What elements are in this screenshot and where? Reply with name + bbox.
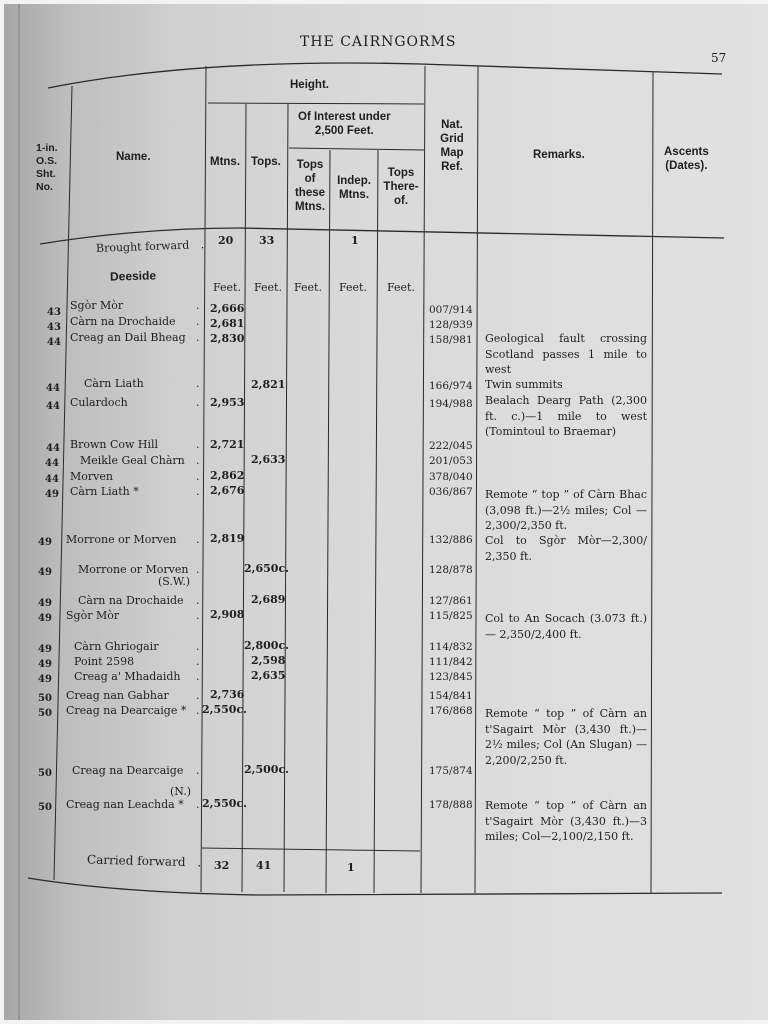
row-grid-ref: 222/045 (429, 440, 473, 452)
carried-forward-tops: 41 (256, 859, 272, 872)
header-line: Grid (440, 133, 464, 145)
row-name (70, 299, 123, 312)
row-leader-dot: . (196, 299, 200, 313)
row-remarks (485, 487, 647, 534)
row-sheet-number: 44 (46, 383, 60, 394)
row-grid-ref: 158/981 (429, 334, 473, 346)
header-line: There- (383, 181, 419, 193)
row-remarks-text: Remote “ top ” of Càrn an t'Sagairt Mòr (3,430 ft.)— 2½ miles; Col (An Slugan) —2,200/2,250 ft. (485, 707, 647, 767)
row-name (72, 764, 183, 777)
row-tops-height: 2,800c. (244, 639, 289, 652)
header-line: these (294, 187, 326, 199)
rule-carried-top (202, 848, 420, 851)
carried-forward-mtns: 32 (214, 859, 230, 872)
row-name (70, 396, 128, 409)
row-sheet-number: 44 (46, 401, 60, 412)
row-name (70, 331, 186, 344)
row-leader-dot: . (196, 377, 200, 391)
row-name (70, 315, 176, 328)
row-name (74, 640, 158, 653)
row-mtns-height: 2,736 (210, 688, 245, 701)
row-remarks (485, 611, 647, 642)
header-line: Tops (387, 167, 415, 179)
row-sheet-number: 43 (47, 322, 61, 333)
row-grid-ref: 201/053 (429, 455, 473, 467)
row-grid-ref: 132/886 (429, 534, 473, 546)
row-name-suffix: (N.) (170, 785, 192, 798)
row-name-text: Creag a' Mhadaidh (74, 670, 181, 683)
row-grid-ref: 127/861 (429, 595, 473, 607)
row-name-text: Morrone or Morven (66, 533, 177, 546)
row-remarks (485, 377, 647, 393)
row-mtns-height: 2,819 (210, 532, 245, 545)
rule-interest-under (289, 148, 424, 150)
row-remarks-text: Twin summits (485, 378, 563, 391)
row-sheet-number: 44 (45, 458, 59, 469)
row-grid-ref: 128/939 (429, 319, 473, 331)
units-indep-mtns: Feet. (339, 281, 367, 294)
row-leader-dot: . (196, 609, 200, 622)
row-sheet-number: 43 (47, 307, 61, 318)
units-tops-thereof: Feet. (387, 281, 415, 294)
header-tops: Tops. (251, 156, 281, 168)
row-leader-dot: . (196, 438, 200, 452)
units-tops: Feet. (254, 281, 282, 294)
row-grid-ref: 175/874 (429, 765, 473, 777)
row-name (74, 670, 181, 683)
row-remarks (485, 798, 647, 845)
row-name-suffix: (S.W.) (158, 575, 191, 588)
row-name-text: Creag nan Leachda * (66, 798, 184, 811)
carried-forward-indep-mtns: 1 (347, 861, 355, 874)
header-height: Height. (290, 79, 329, 91)
row-name-text: Creag na Dearcaige (72, 764, 184, 777)
row-leader-dot: . (196, 485, 200, 498)
header-mtns: Mtns. (210, 156, 241, 168)
row-sheet-number: 49 (38, 537, 52, 548)
row-name-text: Càrn Ghriogair (74, 640, 159, 653)
row-name-text: Sgòr Mòr (66, 609, 120, 622)
row-grid-ref: 123/845 (429, 671, 473, 683)
row-leader-dot: . (196, 704, 200, 717)
row-mtns-height: 2,721 (210, 438, 245, 451)
row-leader-dot: . (196, 330, 200, 344)
row-mtns-height: 2,908 (210, 608, 245, 621)
units-mtns: Feet. (213, 281, 241, 294)
rule-col-topsof (326, 150, 330, 893)
header-line: Mtns. (338, 189, 370, 201)
row-remarks (485, 533, 647, 564)
row-grid-ref: 178/888 (429, 799, 473, 811)
brought-forward-label: Brought forward . (95, 238, 205, 255)
row-leader-dot: . (196, 470, 200, 483)
row-name-text: Creag an Dail Bheag (70, 330, 186, 344)
row-remarks-text: Geological fault crossing Scotland passes 1 mile to west (485, 332, 647, 376)
row-leader-dot: . (196, 655, 200, 668)
header-line: of (304, 173, 316, 185)
row-sheet-number: 49 (38, 659, 52, 670)
row-leader-dot: . (196, 689, 200, 702)
row-grid-ref: 194/988 (429, 398, 473, 410)
row-grid-ref: 128/878 (429, 564, 473, 576)
row-remarks-text: Bealach Dearg Path (2,300 ft. c.)—1 mile to west (Tomintoul to Braemar) (485, 394, 647, 438)
row-tops-height: 2,633 (251, 453, 286, 466)
header-line: Ascents (664, 146, 709, 158)
row-grid-ref: 036/867 (429, 486, 473, 498)
row-sheet-number: 49 (38, 674, 52, 685)
row-sheet-number: 49 (38, 644, 52, 655)
header-sheet-line: No. (36, 181, 53, 193)
row-sheet-number: 49 (38, 567, 52, 578)
row-mtns-height: 2,666 (210, 302, 245, 315)
row-sheet-number: 44 (47, 337, 61, 348)
row-leader-dot: . (196, 764, 200, 777)
row-name (66, 689, 169, 702)
label-text: Brought forward (95, 238, 190, 255)
row-remarks (485, 393, 647, 440)
header-sheet (36, 142, 58, 194)
row-grid-ref: 007/914 (429, 304, 473, 316)
row-sheet-number: 50 (38, 802, 52, 813)
header-line: Indep. (337, 175, 371, 187)
row-grid-ref: 154/841 (429, 690, 473, 702)
row-remarks-text: Remote “ top ” of Càrn Bhac (3,098 ft.)—2½ miles; Col —2,300/2,350 ft. (485, 488, 647, 532)
row-name-text: Meikle Geal Chàrn (80, 454, 185, 467)
row-mtns-height: 2,676 (210, 484, 245, 497)
row-name-text: Culardoch (70, 395, 128, 409)
row-name-text: Càrn Liath (84, 377, 144, 391)
section-title: Deeside (109, 268, 157, 284)
row-tops-height: 2,598 (251, 654, 286, 667)
row-remarks-text: Remote “ top ” of Càrn an t'Sagairt Mòr (3,430 ft.)—3 miles; Col—2,100/2,150 ft. (485, 799, 647, 843)
row-name-text: Morven (70, 470, 113, 483)
row-sheet-number: 44 (46, 443, 60, 454)
header-remarks: Remarks. (533, 149, 585, 161)
carried-forward-label: Carried forward . (86, 852, 202, 870)
row-leader-dot: . (196, 640, 200, 653)
row-tops-height: 2,821 (251, 378, 286, 391)
header-line: (Dates). (665, 160, 708, 172)
row-leader-dot: . (196, 798, 200, 811)
row-leader-dot: . (196, 563, 200, 576)
row-name-text: Càrn na Drochaide (78, 594, 184, 607)
header-tops-thereof (378, 166, 424, 208)
row-mtns-height: 2,681 (210, 317, 245, 330)
row-name-text: Càrn Liath * (70, 485, 139, 498)
row-leader-dot: . (196, 533, 200, 546)
row-sheet-number: 50 (38, 768, 52, 779)
header-sheet-line: O.S. (36, 155, 58, 167)
row-name (66, 609, 119, 622)
row-leader-dot: . (196, 670, 200, 683)
row-name-text: Morrone or Morven (78, 563, 189, 576)
rule-col-remarks (651, 72, 653, 893)
row-sheet-number: 49 (38, 613, 52, 624)
header-line: of. (393, 195, 409, 207)
header-sheet-line: Sht. (36, 168, 56, 180)
row-mtns-height: 2,953 (210, 396, 245, 409)
row-name-text: Point 2598 (74, 655, 135, 668)
header-sheet-line: 1-in. (36, 142, 58, 154)
row-name (66, 533, 176, 546)
row-remarks-text: Col to An Socach (3.073 ft.)— 2,350/2,400 ft. (485, 612, 647, 641)
row-leader-dot: . (196, 395, 200, 409)
row-name-text: Creag na Dearcaige * (66, 704, 187, 717)
brought-forward-indep-mtns: 1 (351, 234, 359, 247)
row-grid-ref: 176/868 (429, 705, 473, 717)
row-name (70, 485, 139, 498)
row-grid-ref: 115/825 (429, 610, 473, 622)
units-tops-of-these: Feet. (294, 281, 322, 294)
row-leader-dot: . (196, 454, 200, 467)
row-name (74, 655, 134, 668)
row-mtns-height: 2,550c. (202, 703, 247, 716)
rule-top (48, 63, 722, 88)
header-line: Mtns. (294, 201, 326, 213)
header-ascents (664, 145, 709, 173)
row-sheet-number: 50 (38, 708, 52, 719)
header-line: Map (440, 147, 464, 159)
header-tops-of-these (292, 158, 328, 214)
row-leader-dot: . (196, 315, 200, 328)
row-grid-ref: 166/974 (429, 380, 473, 392)
row-name (80, 454, 185, 467)
row-name-text: Càrn na Drochaide (70, 315, 176, 328)
header-line: Of Interest under (298, 111, 391, 123)
row-sheet-number: 49 (38, 598, 52, 609)
row-grid-ref: 114/832 (429, 641, 473, 653)
row-sheet-number: 44 (45, 474, 59, 485)
row-name (70, 438, 158, 451)
row-tops-height: 2,689 (251, 593, 286, 606)
row-remarks (485, 706, 647, 768)
row-mtns-height: 2,830 (210, 332, 245, 345)
row-name-text: Sgòr Mòr (70, 299, 124, 313)
header-indep-mtns (331, 174, 377, 202)
row-name (78, 594, 184, 607)
brought-forward-mtns: 20 (218, 234, 234, 247)
rule-col-indep (374, 150, 378, 893)
header-line: Nat. (441, 119, 463, 131)
header-line: Ref. (441, 161, 463, 173)
row-mtns-height: 2,862 (210, 469, 245, 482)
rule-col-gridref (475, 66, 478, 893)
row-name (70, 470, 113, 483)
row-tops-height: 2,635 (251, 669, 286, 682)
row-tops-height: 2,650c. (244, 562, 289, 575)
running-title: THE CAIRNGORMS (300, 34, 457, 50)
row-sheet-number: 50 (38, 693, 52, 704)
header-name: Name. (116, 151, 151, 163)
row-leader-dot: . (196, 594, 200, 607)
row-name-text: Brown Cow Hill (70, 438, 159, 452)
row-name (66, 798, 184, 811)
row-grid-ref: 111/842 (429, 656, 473, 668)
row-grid-ref: 378/040 (429, 471, 473, 483)
header-grid-ref (428, 118, 476, 174)
row-name (84, 377, 144, 390)
rule-bottom (28, 878, 722, 895)
row-remarks (485, 331, 647, 378)
label-text: Carried forward (86, 852, 186, 870)
row-sheet-number: 49 (45, 489, 59, 500)
row-name-text: Creag nan Gabhar (66, 689, 169, 702)
header-line: Tops (296, 159, 324, 171)
row-name (66, 704, 186, 717)
brought-forward-tops: 33 (259, 234, 275, 247)
rule-height-under (208, 103, 424, 104)
rule-col-name (201, 66, 206, 892)
header-line: 2,500 Feet. (314, 125, 374, 137)
row-tops-height: 2,500c. (244, 763, 289, 776)
row-mtns-height: 2,550c. (202, 797, 247, 810)
page-number: 57 (711, 51, 727, 65)
header-of-interest (298, 110, 391, 138)
row-remarks-text: Col to Sgòr Mòr—2,300/ 2,350 ft. (485, 534, 647, 563)
